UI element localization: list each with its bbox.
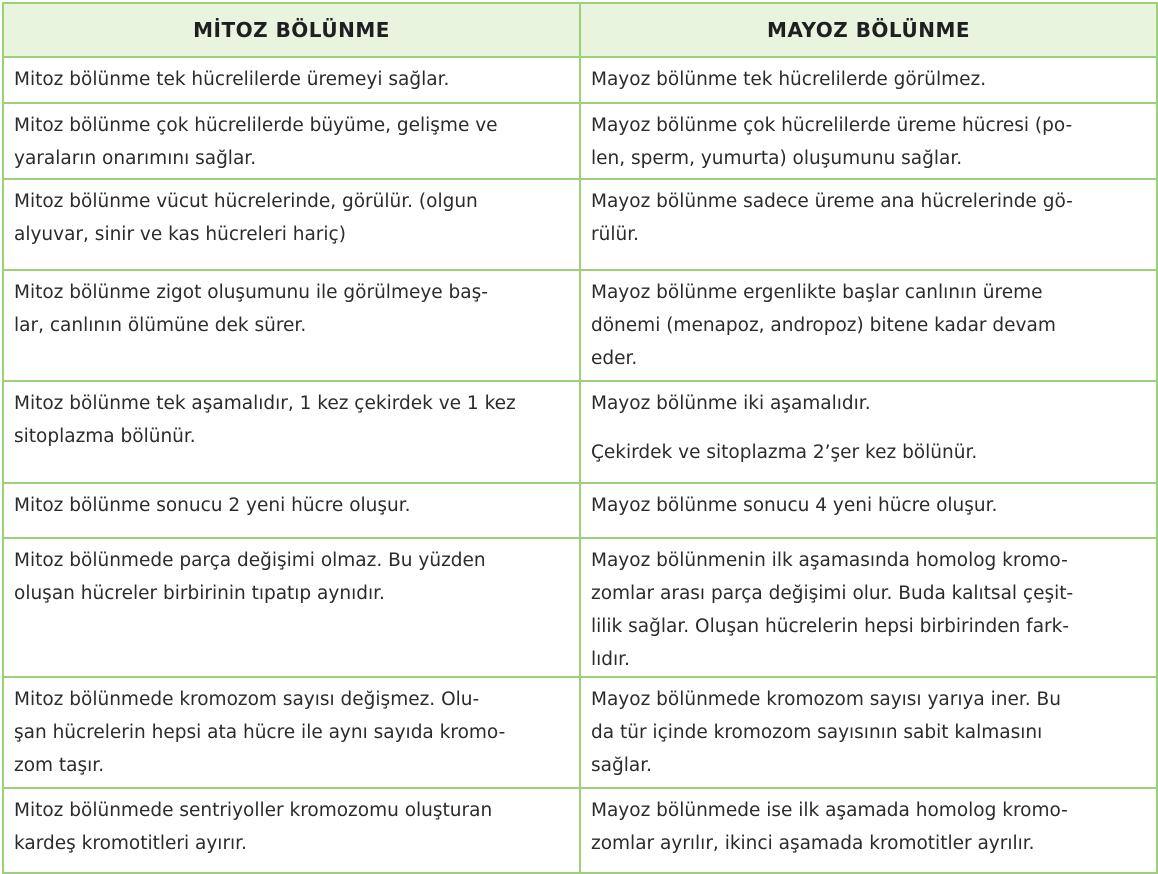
mayoz-text-line: sağlar. bbox=[591, 755, 652, 776]
mitoz-text-line: lar, canlının ölümüne dek sürer. bbox=[14, 315, 307, 336]
mitoz-cell bbox=[3, 270, 580, 381]
mayoz-text-line: Mayoz bölünme ergenlikte başlar canlının üreme bbox=[591, 282, 1043, 303]
comparison-table bbox=[2, 2, 1158, 874]
mitoz-text-line: sitoplazma bölünür. bbox=[14, 426, 196, 447]
mitoz-text-line: Mitoz bölünmede kromozom sayısı değişmez. Olu- bbox=[14, 689, 480, 710]
mayoz-text-line: Mayoz bölünme tek hücrelilerde görülmez. bbox=[591, 69, 987, 90]
mitoz-text-line: Mitoz bölünme tek aşamalıdır, 1 kez çekirdek ve 1 kez bbox=[14, 393, 516, 414]
table-row bbox=[3, 788, 1157, 873]
mitoz-cell bbox=[3, 788, 580, 873]
table-body bbox=[3, 57, 1157, 873]
mayoz-text-line: len, sperm, yumurta) oluşumunu sağlar. bbox=[591, 148, 963, 169]
mayoz-text-line: zomlar ayrılır, ikinci aşamada kromotitler ayrılır. bbox=[591, 833, 1035, 854]
mayoz-text-line: rülür. bbox=[591, 224, 639, 245]
mayoz-cell bbox=[580, 483, 1157, 538]
mitoz-text-line: oluşan hücreler birbirinin tıpatıp aynıdır. bbox=[14, 583, 385, 604]
mayoz-text-line: lilik sağlar. Oluşan hücrelerin hepsi birbirinden fark- bbox=[591, 616, 1070, 637]
mayoz-text-line: Mayoz bölünmede ise ilk aşamada homolog kromo- bbox=[591, 800, 1068, 821]
header-row bbox=[3, 3, 1157, 57]
mayoz-cell bbox=[580, 57, 1157, 103]
table-row bbox=[3, 270, 1157, 381]
table-row bbox=[3, 381, 1157, 483]
table-row bbox=[3, 677, 1157, 788]
table-row bbox=[3, 57, 1157, 103]
table-row bbox=[3, 483, 1157, 538]
mayoz-cell bbox=[580, 538, 1157, 677]
table-row bbox=[3, 538, 1157, 677]
mayoz-text-line: Mayoz bölünme çok hücrelilerde üreme hücresi (po- bbox=[591, 115, 1073, 136]
mitoz-text-line: Mitoz bölünme tek hücrelilerde üremeyi sağlar. bbox=[14, 69, 450, 90]
mayoz-text-line: Mayoz bölünme iki aşamalıdır. bbox=[591, 393, 871, 414]
mitoz-cell bbox=[3, 57, 580, 103]
header-mayoz: MAYOZ BÖLÜNME bbox=[580, 3, 1157, 57]
mitoz-text-line: Mitoz bölünmede parça değişimi olmaz. Bu yüzden bbox=[14, 550, 486, 571]
mayoz-text-line: dönemi (menapoz, andropoz) bitene kadar devam bbox=[591, 315, 1056, 336]
mayoz-cell bbox=[580, 270, 1157, 381]
mitoz-text-line: şan hücrelerin hepsi ata hücre ile aynı sayıda kromo- bbox=[14, 722, 506, 743]
mitoz-text-line: Mitoz bölünme çok hücrelilerde büyüme, gelişme ve bbox=[14, 115, 498, 136]
mitoz-text-line: Mitoz bölünme zigot oluşumunu ile görülmeye baş- bbox=[14, 282, 488, 303]
mayoz-cell bbox=[580, 677, 1157, 788]
mayoz-text-line: Mayoz bölünmenin ilk aşamasında homolog kromo- bbox=[591, 550, 1068, 571]
mayoz-text-line: lıdır. bbox=[591, 649, 630, 670]
mayoz-cell bbox=[580, 179, 1157, 270]
mitoz-text-line: kardeş kromotitleri ayırır. bbox=[14, 833, 247, 854]
mitoz-text-line: Mitoz bölünmede sentriyoller kromozomu oluşturan bbox=[14, 800, 493, 821]
mitoz-cell bbox=[3, 538, 580, 677]
mayoz-cell bbox=[580, 103, 1157, 179]
mayoz-text-line: Mayoz bölünme sonucu 4 yeni hücre oluşur. bbox=[591, 495, 998, 516]
mitoz-cell bbox=[3, 179, 580, 270]
mitoz-text-line: Mitoz bölünme sonucu 2 yeni hücre oluşur. bbox=[14, 495, 411, 516]
mitoz-text-line: yaraların onarımını sağlar. bbox=[14, 148, 257, 169]
mayoz-cell bbox=[580, 788, 1157, 873]
mayoz-text-line: zomlar arası parça değişimi olur. Buda kalıtsal çeşit- bbox=[591, 583, 1074, 604]
mayoz-text-line: eder. bbox=[591, 348, 638, 369]
table-row bbox=[3, 103, 1157, 179]
header-mitoz: MİTOZ BÖLÜNME bbox=[3, 3, 580, 57]
mayoz-text-line: Çekirdek ve sitoplazma 2’şer kez bölünür. bbox=[591, 442, 978, 463]
mayoz-text-line: Mayoz bölünme sadece üreme ana hücrelerinde gö- bbox=[591, 191, 1073, 212]
mitoz-cell bbox=[3, 483, 580, 538]
mitoz-cell bbox=[3, 381, 580, 483]
mitoz-text-line: Mitoz bölünme vücut hücrelerinde, görülür. (olgun bbox=[14, 191, 478, 212]
mitoz-cell bbox=[3, 103, 580, 179]
mitoz-cell bbox=[3, 677, 580, 788]
table-row bbox=[3, 179, 1157, 270]
mitoz-text-line: zom taşır. bbox=[14, 755, 105, 776]
mayoz-text-line: da tür içinde kromozom sayısının sabit kalmasını bbox=[591, 722, 1043, 743]
mitoz-text-line: alyuvar, sinir ve kas hücreleri hariç) bbox=[14, 224, 346, 245]
mayoz-text-line: Mayoz bölünmede kromozom sayısı yarıya iner. Bu bbox=[591, 689, 1061, 710]
mayoz-cell bbox=[580, 381, 1157, 483]
